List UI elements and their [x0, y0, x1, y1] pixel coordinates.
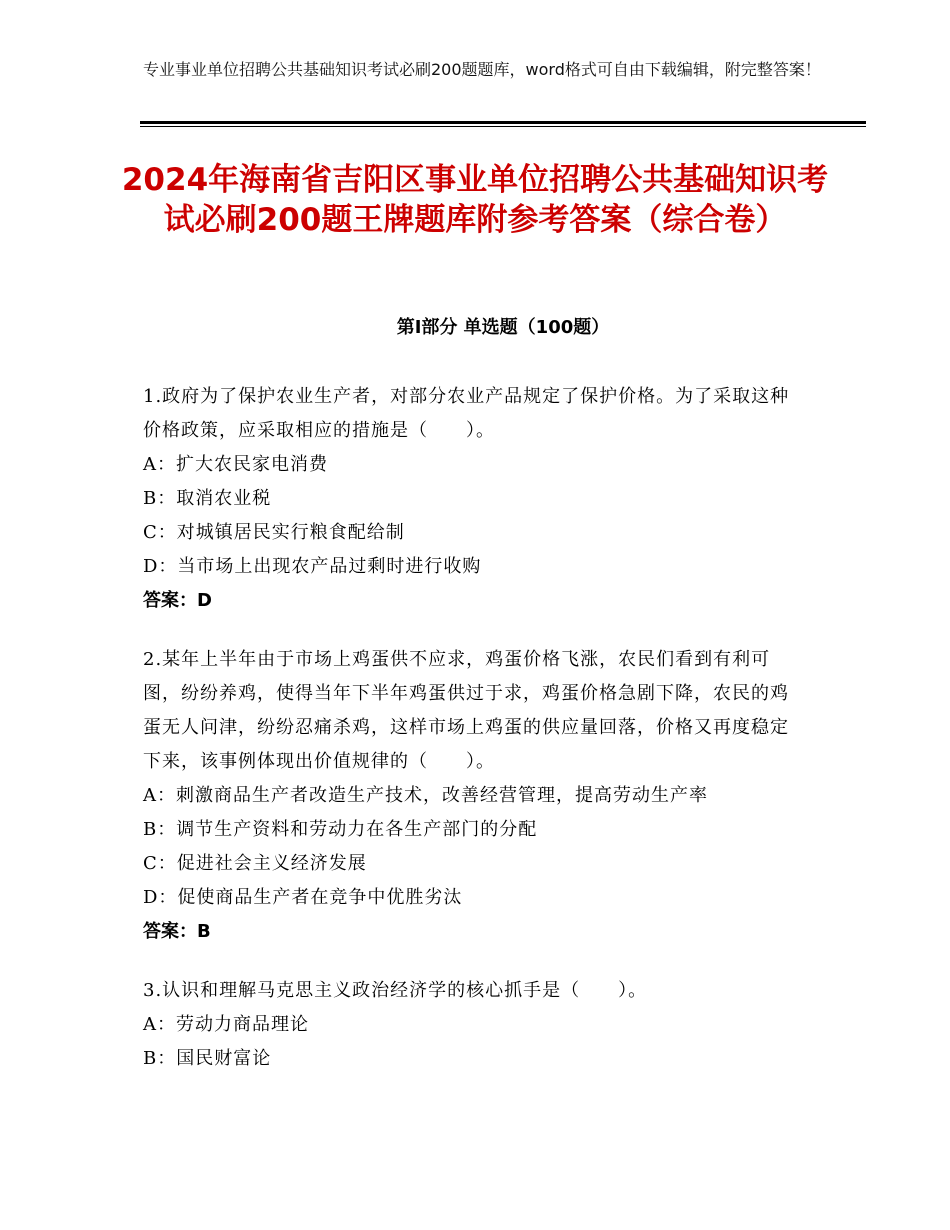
question-answer: 答案：D [143, 590, 212, 611]
question-option-a: A：扩大农民家电消费 [143, 454, 328, 475]
question-option-c: C：促进社会主义经济发展 [143, 853, 367, 874]
header-note: 专业事业单位招聘公共基础知识考试必刷200题题库，word格式可自由下载编辑，附完整答案！ [143, 60, 821, 79]
question-2 [143, 643, 803, 949]
question-option-d: D：促使商品生产者在竞争中优胜劣汰 [143, 887, 463, 908]
question-option-d: D：当市场上出现农产品过剩时进行收购 [143, 556, 482, 577]
question-stem: 2.某年上半年由于市场上鸡蛋供不应求，鸡蛋价格飞涨，农民们看到有利可图，纷纷养鸡，使得当年下半年鸡蛋供过于求，鸡蛋价格急剧下降，农民的鸡蛋无人问津，纷纷忍痛杀鸡，这样市场上鸡蛋的供应量回落，价格又再度稳定下来，该事例体现出价值规律的（ ）。 [143, 649, 789, 772]
question-option-c: C：对城镇居民实行粮食配给制 [143, 522, 405, 543]
question-stem: 1.政府为了保护农业生产者，对部分农业产品规定了保护价格。为了采取这种价格政策，应采取相应的措施是（ ）。 [143, 386, 790, 441]
question-stem: 3.认识和理解马克思主义政治经济学的核心抓手是（ ）。 [143, 980, 648, 1001]
section-title: 第Ⅰ部分 单选题（100题） [396, 317, 610, 338]
question-list [143, 380, 803, 1101]
question-option-a: A：劳动力商品理论 [143, 1014, 309, 1035]
header-divider-thick [140, 121, 866, 124]
document-title: 2024年海南省吉阳区事业单位招聘公共基础知识考试必刷200题王牌题库附参考答案（综合卷） [121, 162, 829, 238]
question-option-b: B：调节生产资料和劳动力在各生产部门的分配 [143, 819, 538, 840]
header-divider-thin [140, 126, 866, 127]
question-1 [143, 380, 803, 618]
question-3 [143, 974, 803, 1076]
question-answer: 答案：B [143, 921, 211, 942]
question-option-b: B：国民财富论 [143, 1048, 272, 1069]
question-option-b: B：取消农业税 [143, 488, 272, 509]
question-option-a: A：刺激商品生产者改造生产技术，改善经营管理，提高劳动生产率 [143, 785, 708, 806]
